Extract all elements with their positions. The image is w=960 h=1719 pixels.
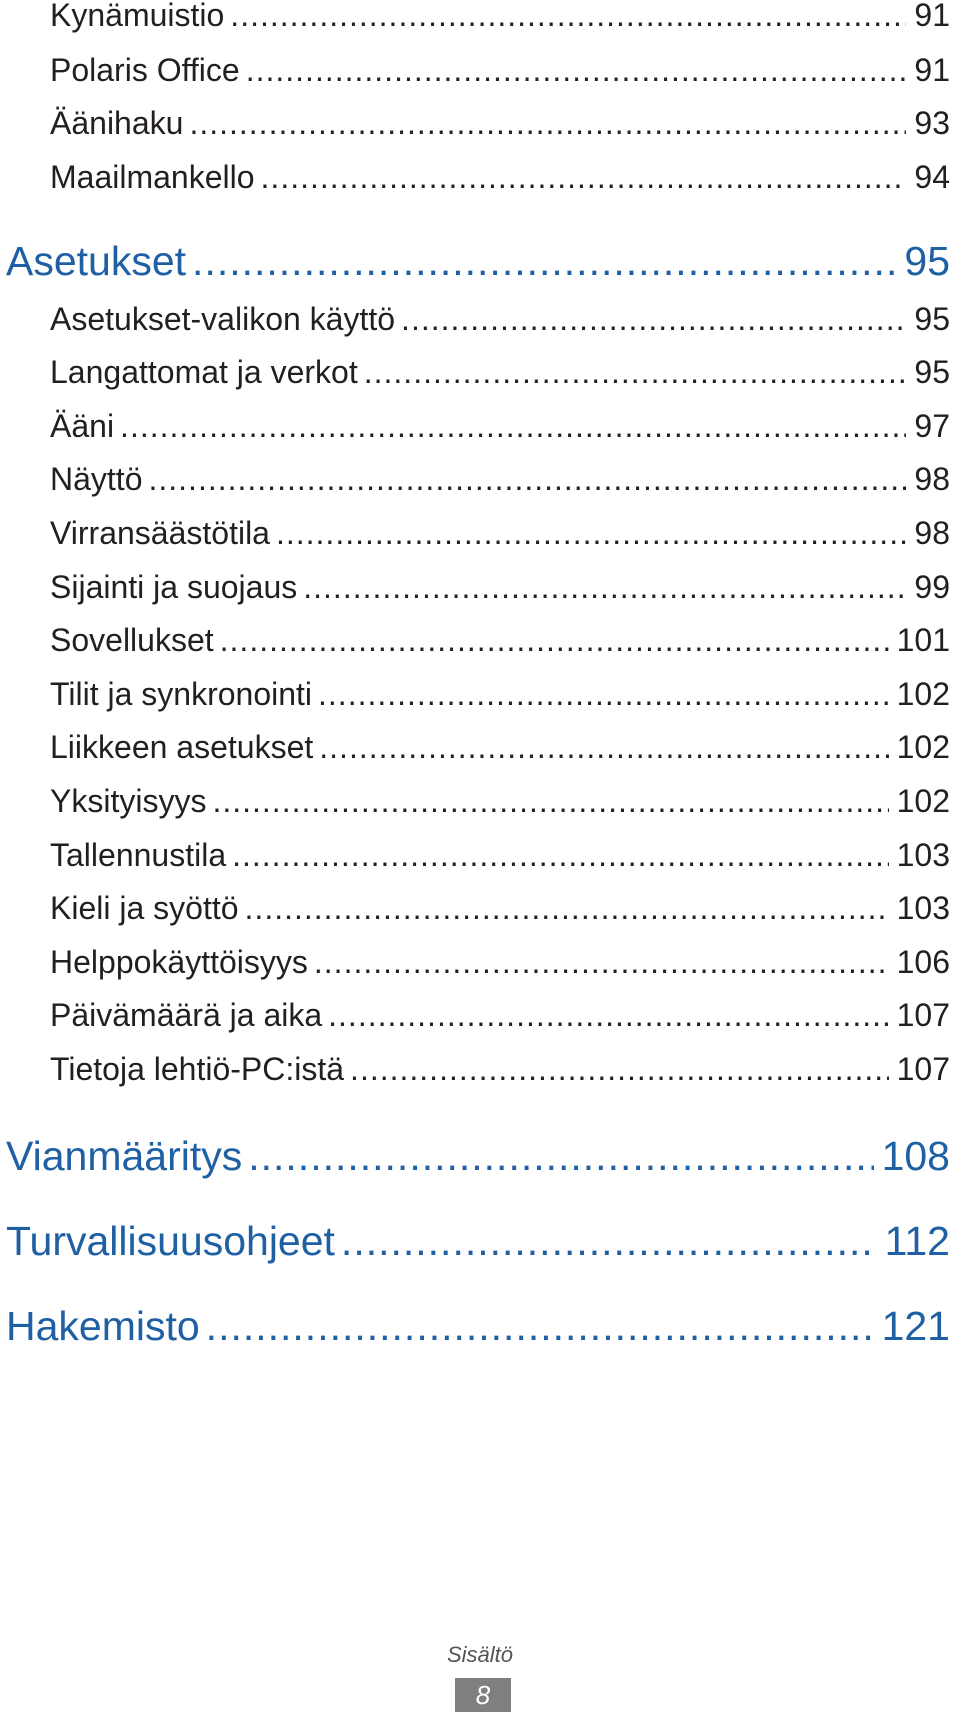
toc-entry[interactable] [50,937,950,987]
dot-leader [245,883,889,933]
toc-entry-page: 102 [896,783,950,819]
toc-entry[interactable] [50,562,950,612]
dot-leader [401,294,906,344]
toc-entry[interactable] [50,722,950,772]
toc-entry-page: 102 [896,676,950,712]
toc-entry-page: 102 [896,729,950,765]
toc-entry[interactable] [50,776,950,826]
toc-section-heading[interactable] [6,1124,950,1188]
toc-entry-title: Kynämuistio [50,0,225,33]
toc-entry-title: Langattomat ja verkot [50,354,358,390]
toc-entry-title: Polaris Office [50,52,240,88]
dot-leader [220,615,889,665]
toc-entry-title: Äänihaku [50,105,184,141]
dot-leader [303,562,906,612]
dot-leader [148,454,906,504]
toc-entry[interactable] [50,883,950,933]
toc-entry[interactable] [50,347,950,397]
dot-leader [206,1294,874,1358]
toc-entry-page: 94 [914,159,950,195]
toc-entry-title: Ääni [50,408,115,444]
toc-entry-page: 97 [914,408,950,444]
toc-entry-title: Asetukset-valikon käyttö [50,301,396,337]
toc-entry-title: Tilit ja synkronointi [50,676,313,712]
dot-leader [230,0,906,40]
toc-entry[interactable] [50,294,950,344]
toc-entry-title: Sovellukset [50,622,214,658]
toc-section-page: 112 [884,1218,950,1264]
toc-entry-title: Tietoja lehtiö-PC:istä [50,1051,345,1087]
dot-leader [120,401,906,451]
toc-section-heading[interactable] [6,229,950,293]
dot-leader [246,45,907,95]
toc-entry-page: 91 [914,52,950,88]
dot-leader [192,229,896,293]
toc-entry-page: 107 [896,1051,950,1087]
toc-entry-page: 103 [896,837,950,873]
toc-section-title: Asetukset [6,238,187,284]
toc-entry-page: 107 [896,997,950,1033]
dot-leader [276,508,906,558]
toc-entry-page: 106 [896,944,950,980]
toc-section-title: Hakemisto [6,1303,200,1349]
toc-section-heading[interactable] [6,1294,950,1358]
toc-entry[interactable] [50,830,950,880]
toc-entry-title: Maailmankello [50,159,255,195]
footer-page-number: 8 [455,1678,511,1712]
toc-entry-title: Helppokäyttöisyys [50,944,308,980]
dot-leader [248,1124,873,1188]
toc-entry-page: 101 [896,622,950,658]
toc-entry[interactable] [50,1044,950,1094]
toc-section-page: 108 [881,1133,950,1179]
toc-entry-page: 95 [914,301,950,337]
dot-leader [189,98,906,148]
toc-entry-page: 99 [914,569,950,605]
toc-section-page: 95 [904,238,950,284]
toc-entry-title: Sijainti ja suojaus [50,569,298,605]
dot-leader [350,1044,889,1094]
toc-entry-page: 98 [914,461,950,497]
toc-section-page: 121 [881,1303,950,1349]
toc-entry-title: Liikkeen asetukset [50,729,314,765]
dot-leader [341,1209,877,1273]
toc-entry-title: Päivämäärä ja aika [50,997,323,1033]
toc-entry[interactable] [50,0,950,40]
toc-section-heading[interactable] [6,1209,950,1273]
dot-leader [314,937,889,987]
toc-entry-title: Näyttö [50,461,143,497]
toc-entry-title: Tallennustila [50,837,227,873]
toc-entry[interactable] [50,669,950,719]
toc-entry-title: Yksityisyys [50,783,207,819]
dot-leader [364,347,907,397]
toc-entry-page: 93 [914,105,950,141]
toc-entry[interactable] [50,98,950,148]
dot-leader [319,722,888,772]
toc-entry-page: 91 [914,0,950,33]
toc-section-title: Vianmääritys [6,1133,243,1179]
toc-entry-page: 103 [896,890,950,926]
toc-section-title: Turvallisuusohjeet [6,1218,335,1264]
toc-entry-page: 98 [914,515,950,551]
dot-leader [318,669,889,719]
toc-entry[interactable] [50,152,950,202]
dot-leader [232,830,889,880]
toc-entry[interactable] [50,508,950,558]
dot-leader [261,152,907,202]
toc-entry-title: Kieli ja syöttö [50,890,239,926]
dot-leader [328,990,888,1040]
toc-entry-page: 95 [914,354,950,390]
toc-entry[interactable] [50,615,950,665]
toc-entry[interactable] [50,45,950,95]
toc-entry-title: Virransäästötila [50,515,270,551]
dot-leader [212,776,888,826]
toc-entry[interactable] [50,401,950,451]
toc-entry[interactable] [50,454,950,504]
toc-entry[interactable] [50,990,950,1040]
footer-section-label: Sisältö [446,1642,514,1667]
